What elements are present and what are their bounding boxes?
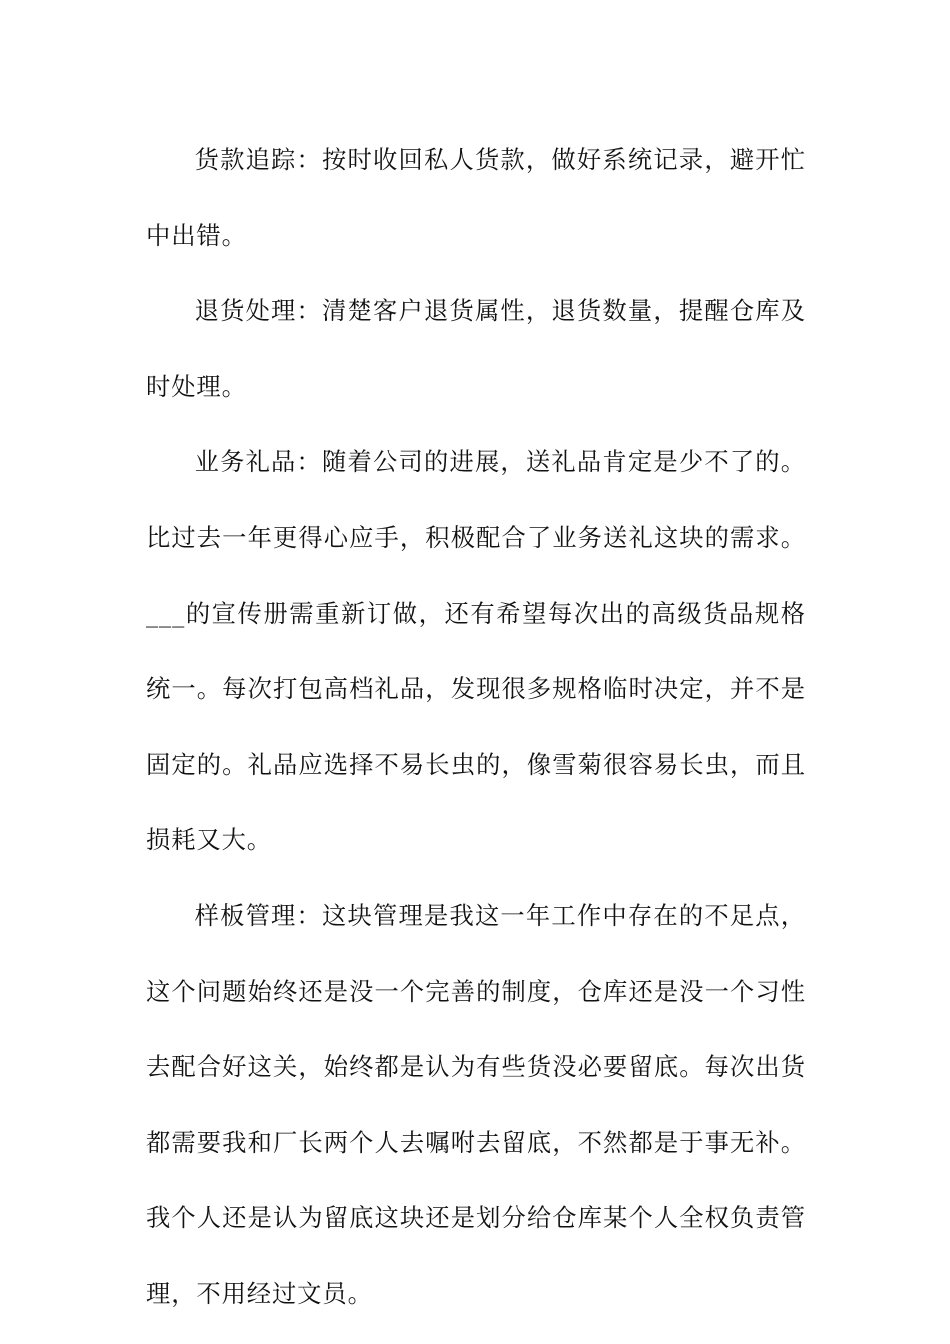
paragraph-returns-handling: 退货处理：清楚客户退货属性，退货数量，提醒仓库及时处理。 bbox=[146, 296, 806, 401]
paragraph-business-gifts: 业务礼品：随着公司的进展，送礼品肯定是少不了的。比过去一年更得心应手，积极配合了业务送礼这块的需求。___的宣传册需重新订做，还有希望每次出的高级货品规格统一。每次打包高档礼品，发现很多规格临时决定，并不是固定的。礼品应选择不易长虫的，像雪菊很容易长虫，而且损耗又大。 bbox=[146, 447, 806, 855]
paragraph-payment-tracking: 货款追踪：按时收回私人货款，做好系统记录，避开忙中出错。 bbox=[146, 145, 806, 250]
document-body bbox=[146, 122, 806, 1332]
paragraph-sample-management: 样板管理：这块管理是我这一年工作中存在的不足点，这个问题始终还是没一个完善的制度，仓库还是没一个习性去配合好这关，始终都是认为有些货没必要留底。每次出货都需要我和厂长两个人去嘱咐去留底，不然都是于事无补。我个人还是认为留底这块还是划分给仓库某个人全权负责管理，不用经过文员。 bbox=[146, 900, 806, 1308]
